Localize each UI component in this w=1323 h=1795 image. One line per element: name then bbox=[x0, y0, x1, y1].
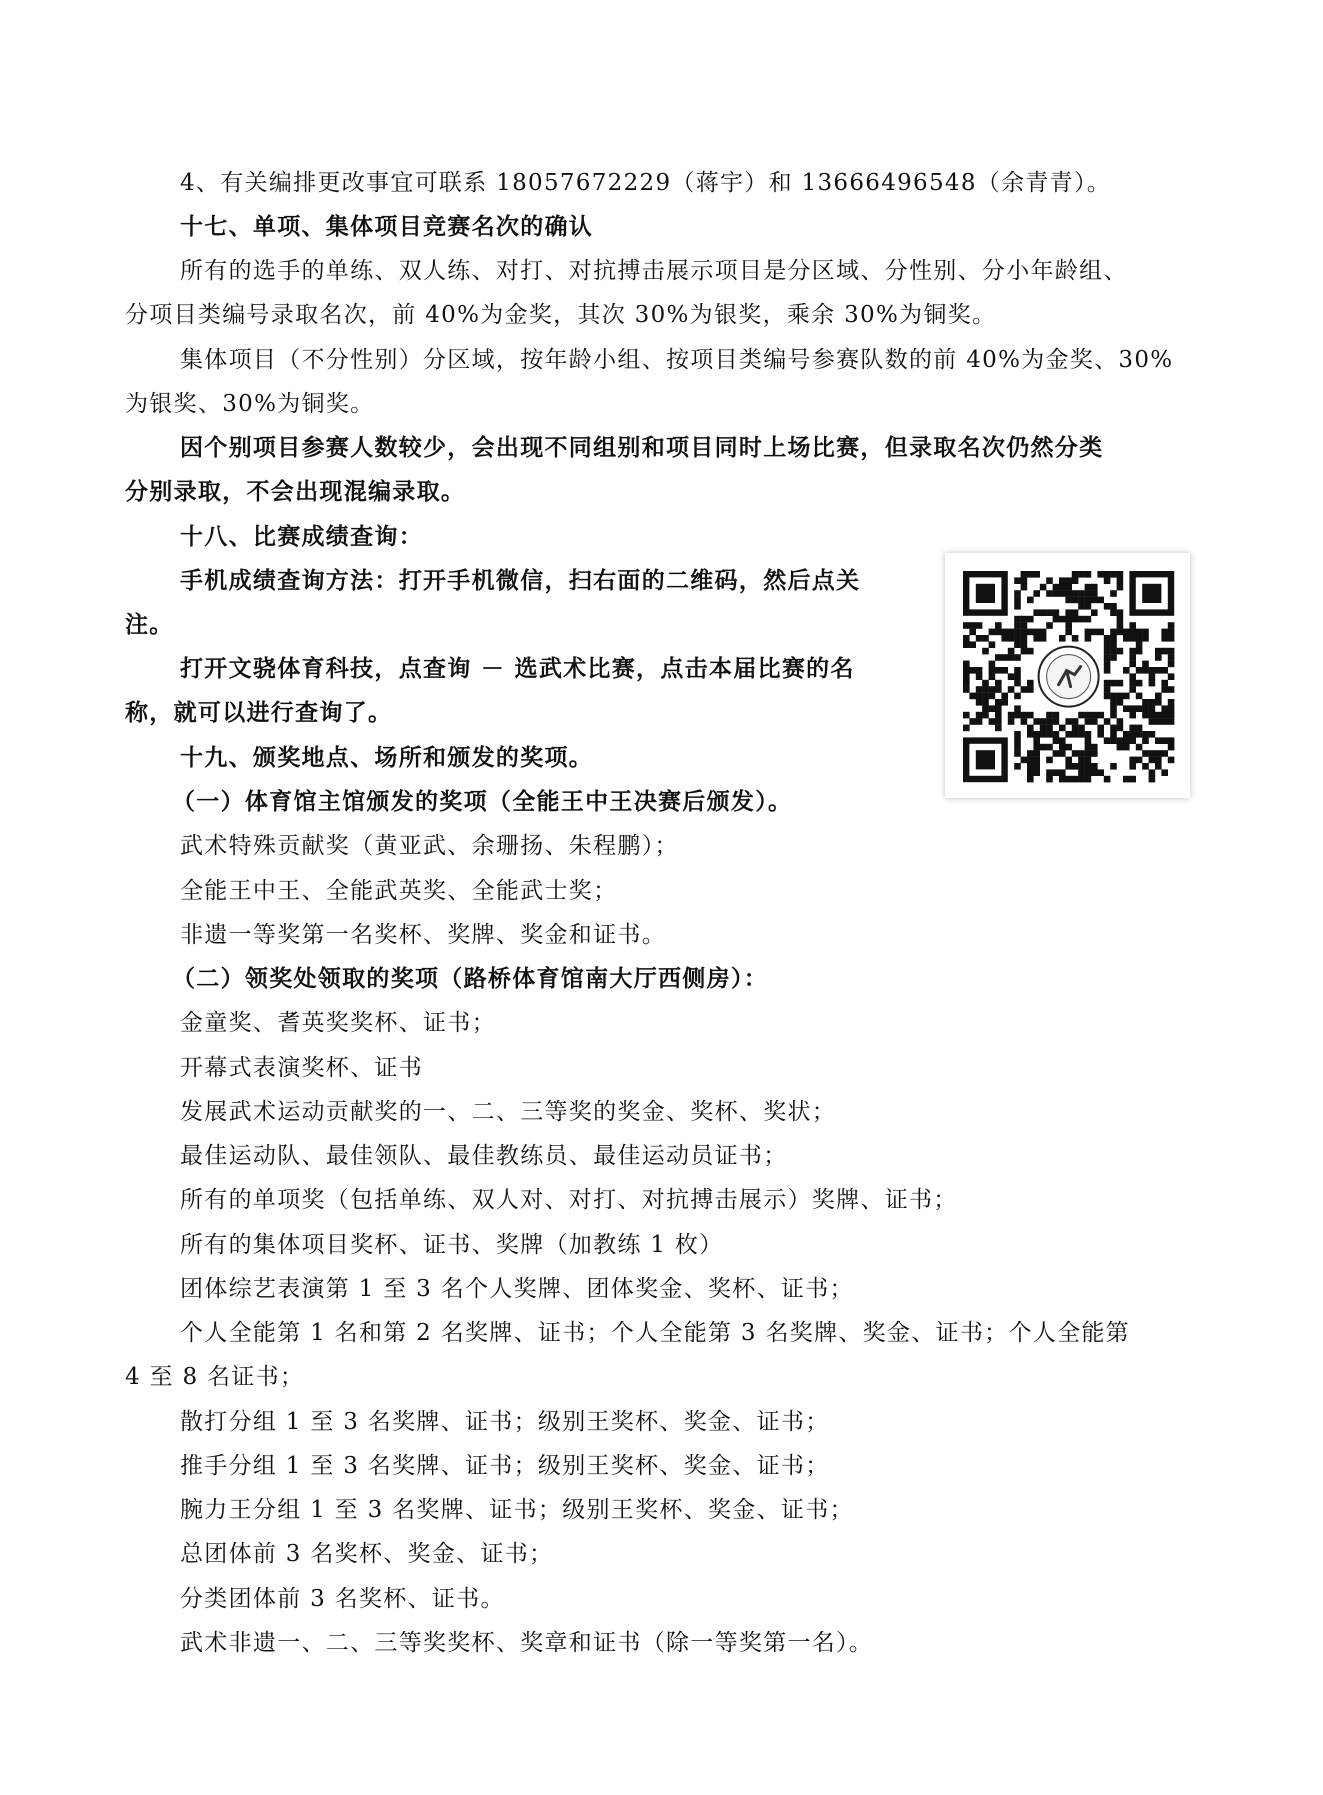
qr-code bbox=[945, 553, 1190, 798]
sub2-item: 分类团体前 3 名奖杯、证书。 bbox=[180, 1586, 505, 1612]
sub2-item: 最佳运动队、最佳领队、最佳教练员、最佳运动员证书； bbox=[180, 1143, 788, 1169]
section-18-para2-line1: 打开文骁体育科技，点查询 － 选武术比赛，点击本届比赛的名 bbox=[180, 655, 855, 682]
section-17-para2-line1: 集体项目（不分性别）分区域，按年龄小组、按项目类编号参赛队数的前 40%为金奖、30% bbox=[180, 347, 1174, 373]
section-17-para1-line1: 所有的选手的单练、双人练、对打、对抗搏击展示项目是分区域、分性别、分小年龄组、 bbox=[180, 258, 1128, 284]
section-19-sub1-heading: （一）体育馆主馆颁发的奖项（全能王中王决赛后颁发）。 bbox=[172, 788, 793, 815]
sub1-item: 武术特殊贡献奖（黄亚武、余珊扬、朱程鹏）； bbox=[180, 833, 679, 859]
sub2-item: 发展武术运动贡献奖的一、二、三等奖的奖金、奖杯、奖状； bbox=[180, 1099, 837, 1125]
section-18-para2-line2: 称，就可以进行查询了。 bbox=[125, 699, 393, 726]
section-17-para3-line1: 因个别项目参赛人数较少，会出现不同组别和项目同时上场比赛，但录取名次仍然分类 bbox=[180, 434, 1104, 461]
allround-line2: 4 至 8 名证书； bbox=[125, 1364, 305, 1390]
sub2-item: 所有的集体项目奖杯、证书、奖牌（加教练 1 枚） bbox=[180, 1232, 724, 1258]
sub2-item: 散打分组 1 至 3 名奖牌、证书；级别王奖杯、奖金、证书； bbox=[180, 1409, 830, 1435]
sub2-item: 总团体前 3 名奖杯、奖金、证书； bbox=[180, 1541, 554, 1567]
sub1-item: 全能王中王、全能武英奖、全能武士奖； bbox=[180, 878, 618, 904]
section-17-para2-line2: 为银奖、30%为铜奖。 bbox=[125, 391, 375, 417]
sub1-item: 非遗一等奖第一名奖杯、奖牌、奖金和证书。 bbox=[180, 922, 666, 948]
section-18-para1-line1: 手机成绩查询方法：打开手机微信，扫右面的二维码，然后点关 bbox=[180, 567, 861, 594]
sub2-item: 所有的单项奖（包括单练、双人对、对打、对抗搏击展示）奖牌、证书； bbox=[180, 1187, 958, 1213]
sub2-item: 开幕式表演奖杯、证书 bbox=[180, 1055, 423, 1081]
section-17-para1-line2: 分项目类编号录取名次，前 40%为金奖，其次 30%为银奖，乘余 30%为铜奖。 bbox=[125, 302, 997, 328]
section-18-para1-line2: 注。 bbox=[125, 611, 174, 638]
sub2-item: 推手分组 1 至 3 名奖牌、证书；级别王奖杯、奖金、证书； bbox=[180, 1453, 830, 1479]
section-18-heading: 十八、比赛成绩查询： bbox=[180, 523, 423, 550]
section-19-sub2-heading: （二）领奖处领取的奖项（路桥体育馆南大厅西侧房）： bbox=[172, 965, 768, 992]
sub2-item: 团体综艺表演第 1 至 3 名个人奖牌、团体奖金、奖杯、证书； bbox=[180, 1276, 854, 1302]
allround-line1: 个人全能第 1 名和第 2 名奖牌、证书；个人全能第 3 名奖牌、奖金、证书；个人全能第 bbox=[180, 1320, 1130, 1346]
section-17-heading: 十七、单项、集体项目竞赛名次的确认 bbox=[180, 213, 594, 240]
section-19-heading: 十九、颁奖地点、场所和颁发的奖项。 bbox=[180, 744, 594, 771]
section-17-para3-line2: 分别录取，不会出现混编录取。 bbox=[125, 478, 466, 505]
sub2-item: 腕力王分组 1 至 3 名奖牌、证书；级别王奖杯、奖金、证书； bbox=[180, 1497, 854, 1523]
sub2-item: 金童奖、耆英奖奖杯、证书； bbox=[180, 1010, 496, 1036]
qr-code-graphic bbox=[945, 553, 1190, 798]
sub2-item: 武术非遗一、二、三等奖奖杯、奖章和证书（除一等奖第一名）。 bbox=[180, 1630, 874, 1656]
contact-note: 4、有关编排更改事宜可联系 18057672229（蒋宇）和 13666496548（余青青）。 bbox=[180, 170, 1112, 196]
